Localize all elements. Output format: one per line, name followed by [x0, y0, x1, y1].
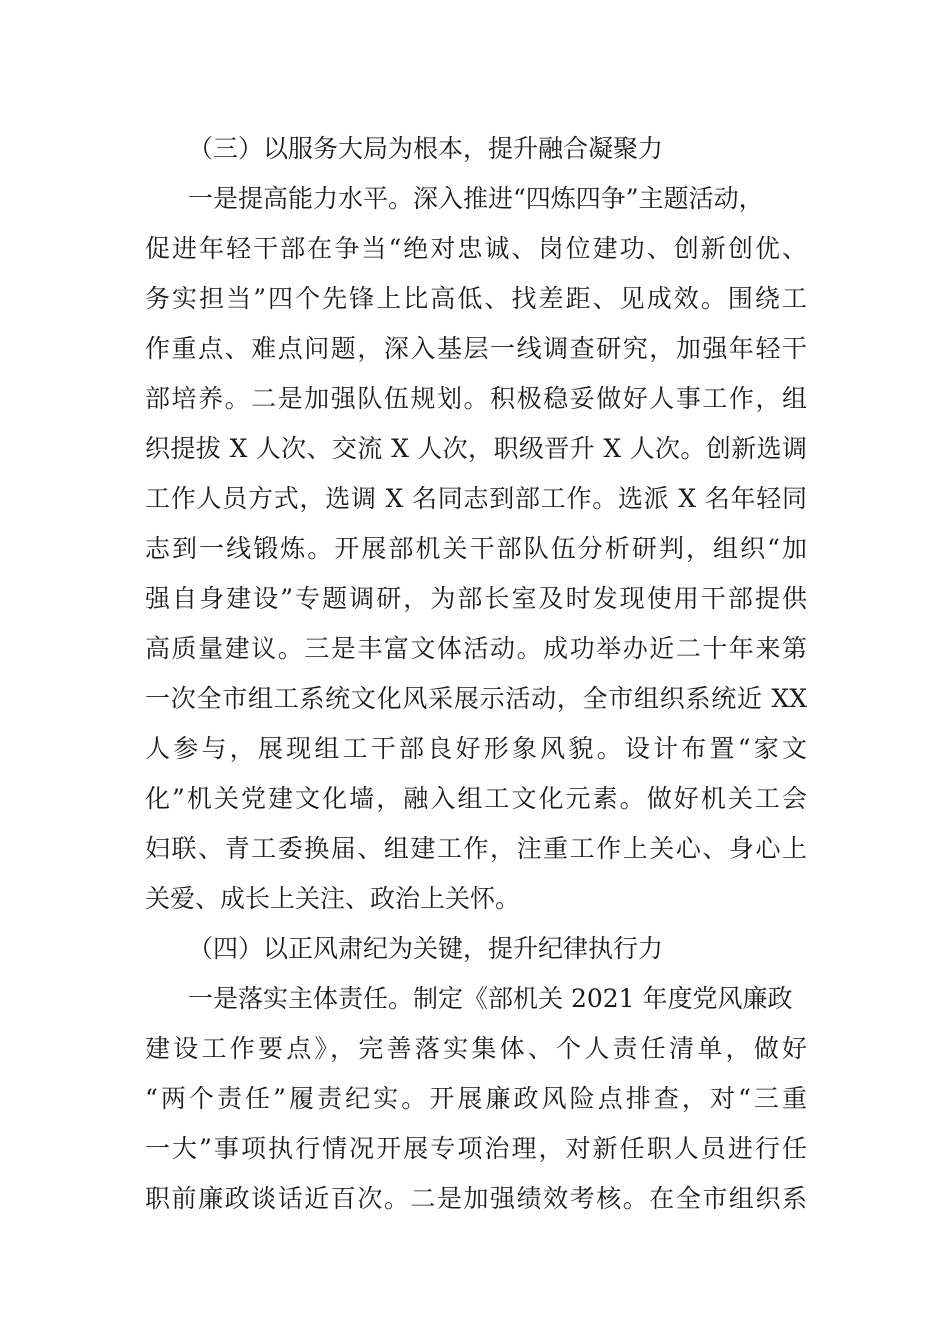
paragraph-line: 一是落实主体责任。制定《部机关 2021 年度党风廉政 — [188, 984, 793, 1013]
paragraph-line: 志到一线锻炼。开展部机关干部队伍分析研判，组织“加 — [145, 534, 807, 563]
paragraph-line: 作重点、难点问题，深入基层一线调查研究，加强年轻干 — [145, 334, 807, 363]
paragraph-line: 务实担当”四个先锋上比高低、找差距、见成效。围绕工 — [145, 284, 807, 313]
paragraph-line: 促进年轻干部在争当“绝对忠诚、岗位建功、创新创优、 — [145, 234, 807, 263]
paragraph-line: 妇联、青工委换届、组建工作，注重工作上关心、身心上 — [145, 834, 807, 863]
paragraph-line: 部培养。二是加强队伍规划。积极稳妥做好人事工作，组 — [145, 384, 807, 413]
paragraph-line: 强自身建设”专题调研，为部长室及时发现使用干部提供 — [145, 584, 807, 613]
paragraph-line: 一大”事项执行情况开展专项治理，对新任职人员进行任 — [145, 1134, 807, 1163]
paragraph-line: “两个责任”履责纪实。开展廉政风险点排查，对“三重 — [145, 1084, 807, 1113]
paragraph-line: 化”机关党建文化墙，融入组工文化元素。做好机关工会 — [145, 784, 807, 813]
paragraph-line: 织提拔 X 人次、交流 X 人次，职级晋升 X 人次。创新选调 — [145, 434, 807, 463]
paragraph-line: 工作人员方式，选调 X 名同志到部工作。选派 X 名年轻同 — [145, 484, 807, 513]
paragraph-line: 人参与，展现组工干部良好形象风貌。设计布置“家文 — [145, 734, 807, 763]
paragraph-line: 一是提高能力水平。深入推进“四炼四争”主题活动， — [188, 184, 764, 213]
paragraph-line: 建设工作要点》，完善落实集体、个人责任清单，做好 — [145, 1034, 807, 1063]
section-3-heading: （三）以服务大局为根本，提升融合凝聚力 — [188, 134, 664, 163]
paragraph-line: 高质量建议。三是丰富文体活动。成功举办近二十年来第 — [145, 634, 807, 663]
paragraph-line: 关爱、成长上关注、政治上关怀。 — [145, 884, 521, 913]
paragraph-line: 一次全市组工系统文化风采展示活动，全市组织系统近 XX — [145, 684, 807, 713]
paragraph-line: 职前廉政谈话近百次。二是加强绩效考核。在全市组织系 — [145, 1184, 807, 1213]
section-4-heading: （四）以正风肃纪为关键，提升纪律执行力 — [188, 934, 664, 963]
